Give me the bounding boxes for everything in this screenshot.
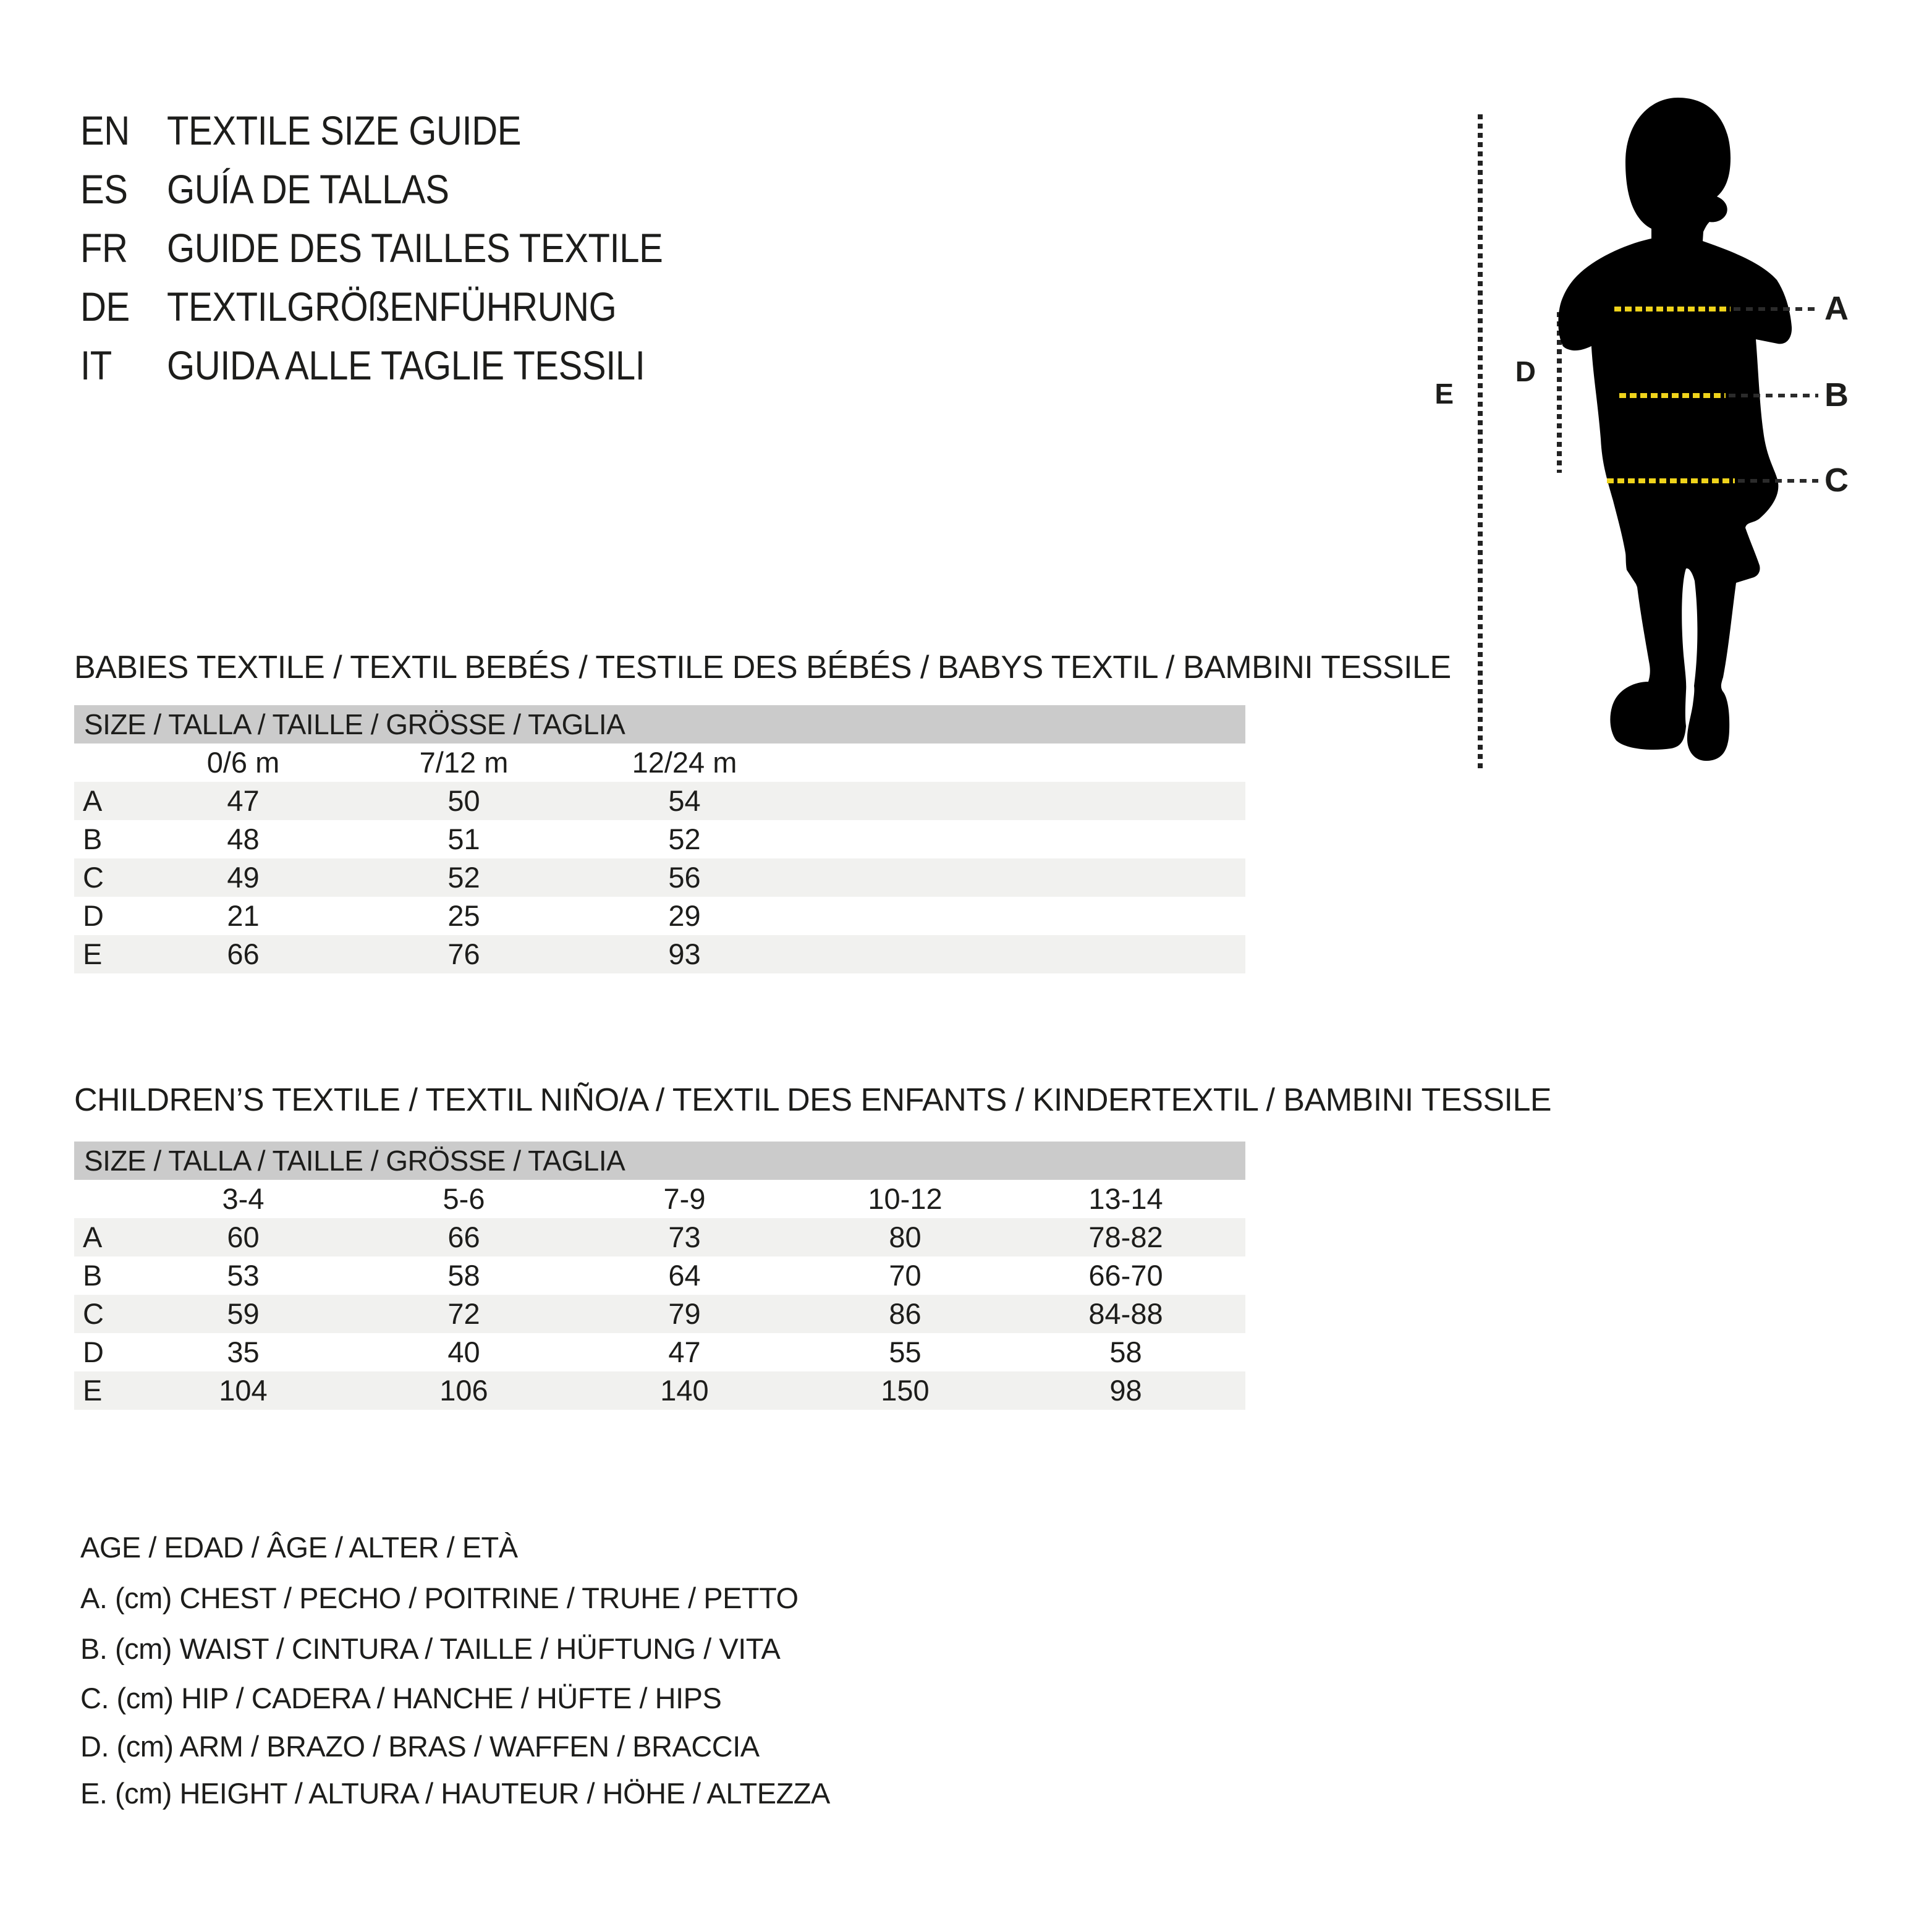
measurement-value: 73 — [668, 1221, 701, 1253]
measurement-value: 86 — [889, 1297, 922, 1330]
row-label: D — [83, 1336, 104, 1368]
figure-label-arm-d: D — [1515, 355, 1536, 388]
figure-label-hip-c: C — [1824, 462, 1849, 499]
column-header-row — [74, 1180, 1245, 1218]
measurement-value: 79 — [668, 1297, 701, 1330]
row-label: E — [83, 938, 103, 970]
measurement-value: 47 — [668, 1336, 701, 1368]
legend-line-0 — [80, 1532, 518, 1564]
column-header: 12/24 m — [632, 746, 737, 779]
measurement-value: 106 — [439, 1374, 488, 1407]
measurement-value: 64 — [668, 1259, 701, 1292]
measurement-value: 49 — [227, 861, 260, 894]
legend-line-4 — [80, 1731, 760, 1763]
row-label: A — [83, 784, 103, 817]
column-header: 13-14 — [1088, 1182, 1163, 1215]
table-row-a — [74, 782, 1245, 820]
measurement-value: 66 — [227, 938, 260, 970]
table-row-c — [74, 1295, 1245, 1333]
language-row-es — [80, 166, 488, 212]
measurement-value: 78-82 — [1088, 1221, 1163, 1253]
measurement-value: 25 — [447, 899, 480, 932]
table-row-d — [74, 897, 1245, 935]
children-size-header-text: SIZE / TALLA / TAILLE / GRÖSSE / TAGLIA — [84, 1145, 625, 1177]
measurement-value: 55 — [889, 1336, 922, 1368]
measurement-value: 40 — [447, 1336, 480, 1368]
language-code: IT — [80, 342, 112, 388]
row-label: A — [83, 1221, 103, 1253]
legend-line-5 — [80, 1777, 830, 1810]
language-row-it — [80, 342, 710, 388]
legend-line-3 — [80, 1682, 721, 1714]
measurement-value: 52 — [447, 861, 480, 894]
measurement-value: 98 — [1109, 1374, 1142, 1407]
children-size-header-bar — [74, 1142, 1245, 1180]
measurement-value: 76 — [447, 938, 480, 970]
legend-text: B. (cm) WAIST / CINTURA / TAILLE / HÜFTUNG / VITA — [80, 1632, 781, 1665]
row-label: D — [83, 899, 104, 932]
legend-text: D. (cm) ARM / BRAZO / BRAS / WAFFEN / BRACCIA — [80, 1730, 760, 1763]
babies-size-header-text: SIZE / TALLA / TAILLE / GRÖSSE / TAGLIA — [84, 708, 625, 740]
column-header: 0/6 m — [206, 746, 280, 779]
column-header: 7-9 — [663, 1182, 706, 1215]
row-label: C — [83, 861, 104, 894]
legend-text: C. (cm) HIP / CADERA / HANCHE / HÜFTE / HIPS — [80, 1682, 722, 1714]
legend-line-2 — [80, 1633, 780, 1665]
child-silhouette-figure — [1421, 93, 1854, 779]
legend-text: E. (cm) HEIGHT / ALTURA / HAUTEUR / HÖHE / ALTEZZA — [80, 1777, 830, 1810]
language-code: DE — [80, 284, 130, 329]
column-header-spacer — [74, 744, 133, 782]
language-code: ES — [80, 166, 128, 212]
measurement-value: 50 — [447, 784, 480, 817]
legend-text: AGE / EDAD / ÂGE / ALTER / ETÀ — [80, 1531, 518, 1564]
measurement-value: 93 — [668, 938, 701, 970]
measurement-value: 53 — [227, 1259, 260, 1292]
measurement-value: 35 — [227, 1336, 260, 1368]
measurement-value: 58 — [1109, 1336, 1142, 1368]
babies-size-header-bar — [74, 705, 1245, 744]
children-heading-text: CHILDREN’S TEXTILE / TEXTIL NIÑO/A / TEXTIL DES ENFANTS / KINDERTEXTIL / BAMBINI TESSILE — [74, 1082, 1552, 1118]
children-size-table — [74, 1142, 1245, 1410]
column-header: 5-6 — [443, 1182, 485, 1215]
child-silhouette — [1558, 98, 1792, 761]
measurement-value: 29 — [668, 899, 701, 932]
measurement-value: 56 — [668, 861, 701, 894]
table-row-b — [74, 1256, 1245, 1295]
measurement-value: 52 — [668, 823, 701, 855]
measurement-value: 60 — [227, 1221, 260, 1253]
column-header: 10-12 — [868, 1182, 943, 1215]
measurement-value: 58 — [447, 1259, 480, 1292]
figure-label-waist-b: B — [1824, 376, 1849, 413]
babies-heading-text: BABIES TEXTILE / TEXTIL BEBÉS / TESTILE DES BÉBÉS / BABYS TEXTIL / BAMBINI TESSILE — [74, 650, 1451, 685]
measurement-value: 80 — [889, 1221, 922, 1253]
measurement-value: 104 — [219, 1374, 268, 1407]
measurement-value: 70 — [889, 1259, 922, 1292]
table-row-e — [74, 935, 1245, 973]
language-title: GUIDA ALLE TAGLIE TESSILI — [167, 342, 645, 388]
measurement-value: 59 — [227, 1297, 260, 1330]
language-row-de — [80, 284, 678, 329]
figure-label-chest-a: A — [1824, 290, 1849, 327]
measurement-value: 51 — [447, 823, 480, 855]
table-row-b — [74, 820, 1245, 858]
language-row-en — [80, 108, 569, 153]
measurement-value: 47 — [227, 784, 260, 817]
legend-line-1 — [80, 1582, 799, 1614]
measurement-value: 150 — [881, 1374, 930, 1407]
column-header: 3-4 — [222, 1182, 265, 1215]
table-row-e — [74, 1371, 1245, 1410]
language-title: TEXTILE SIZE GUIDE — [167, 108, 522, 153]
language-title: GUIDE DES TAILLES TEXTILE — [167, 225, 663, 271]
language-row-fr — [80, 225, 731, 271]
babies-size-table — [74, 705, 1245, 973]
measurement-value: 21 — [227, 899, 260, 932]
language-title: GUÍA DE TALLAS — [167, 166, 449, 212]
children-section-heading — [74, 1083, 1551, 1117]
row-label: B — [83, 1259, 103, 1292]
measurement-value: 84-88 — [1088, 1297, 1163, 1330]
legend-text: A. (cm) CHEST / PECHO / POITRINE / TRUHE / PETTO — [80, 1582, 799, 1614]
table-row-c — [74, 858, 1245, 897]
measurement-value: 72 — [447, 1297, 480, 1330]
babies-section-heading — [74, 650, 1451, 685]
figure-label-height-e: E — [1434, 378, 1454, 410]
column-header-spacer — [74, 1180, 133, 1218]
measurement-value: 54 — [668, 784, 701, 817]
column-header: 7/12 m — [419, 746, 509, 779]
row-label: E — [83, 1374, 103, 1407]
table-row-d — [74, 1333, 1245, 1371]
measurement-value: 48 — [227, 823, 260, 855]
row-label: C — [83, 1297, 104, 1330]
language-code: EN — [80, 108, 130, 153]
measurement-value: 66 — [447, 1221, 480, 1253]
measurement-value: 66-70 — [1088, 1259, 1163, 1292]
language-code: FR — [80, 225, 128, 271]
measurement-value: 140 — [660, 1374, 709, 1407]
language-title: TEXTILGRÖßENFÜHRUNG — [167, 284, 617, 329]
column-header-row — [74, 744, 1245, 782]
table-row-a — [74, 1218, 1245, 1256]
row-label: B — [83, 823, 103, 855]
